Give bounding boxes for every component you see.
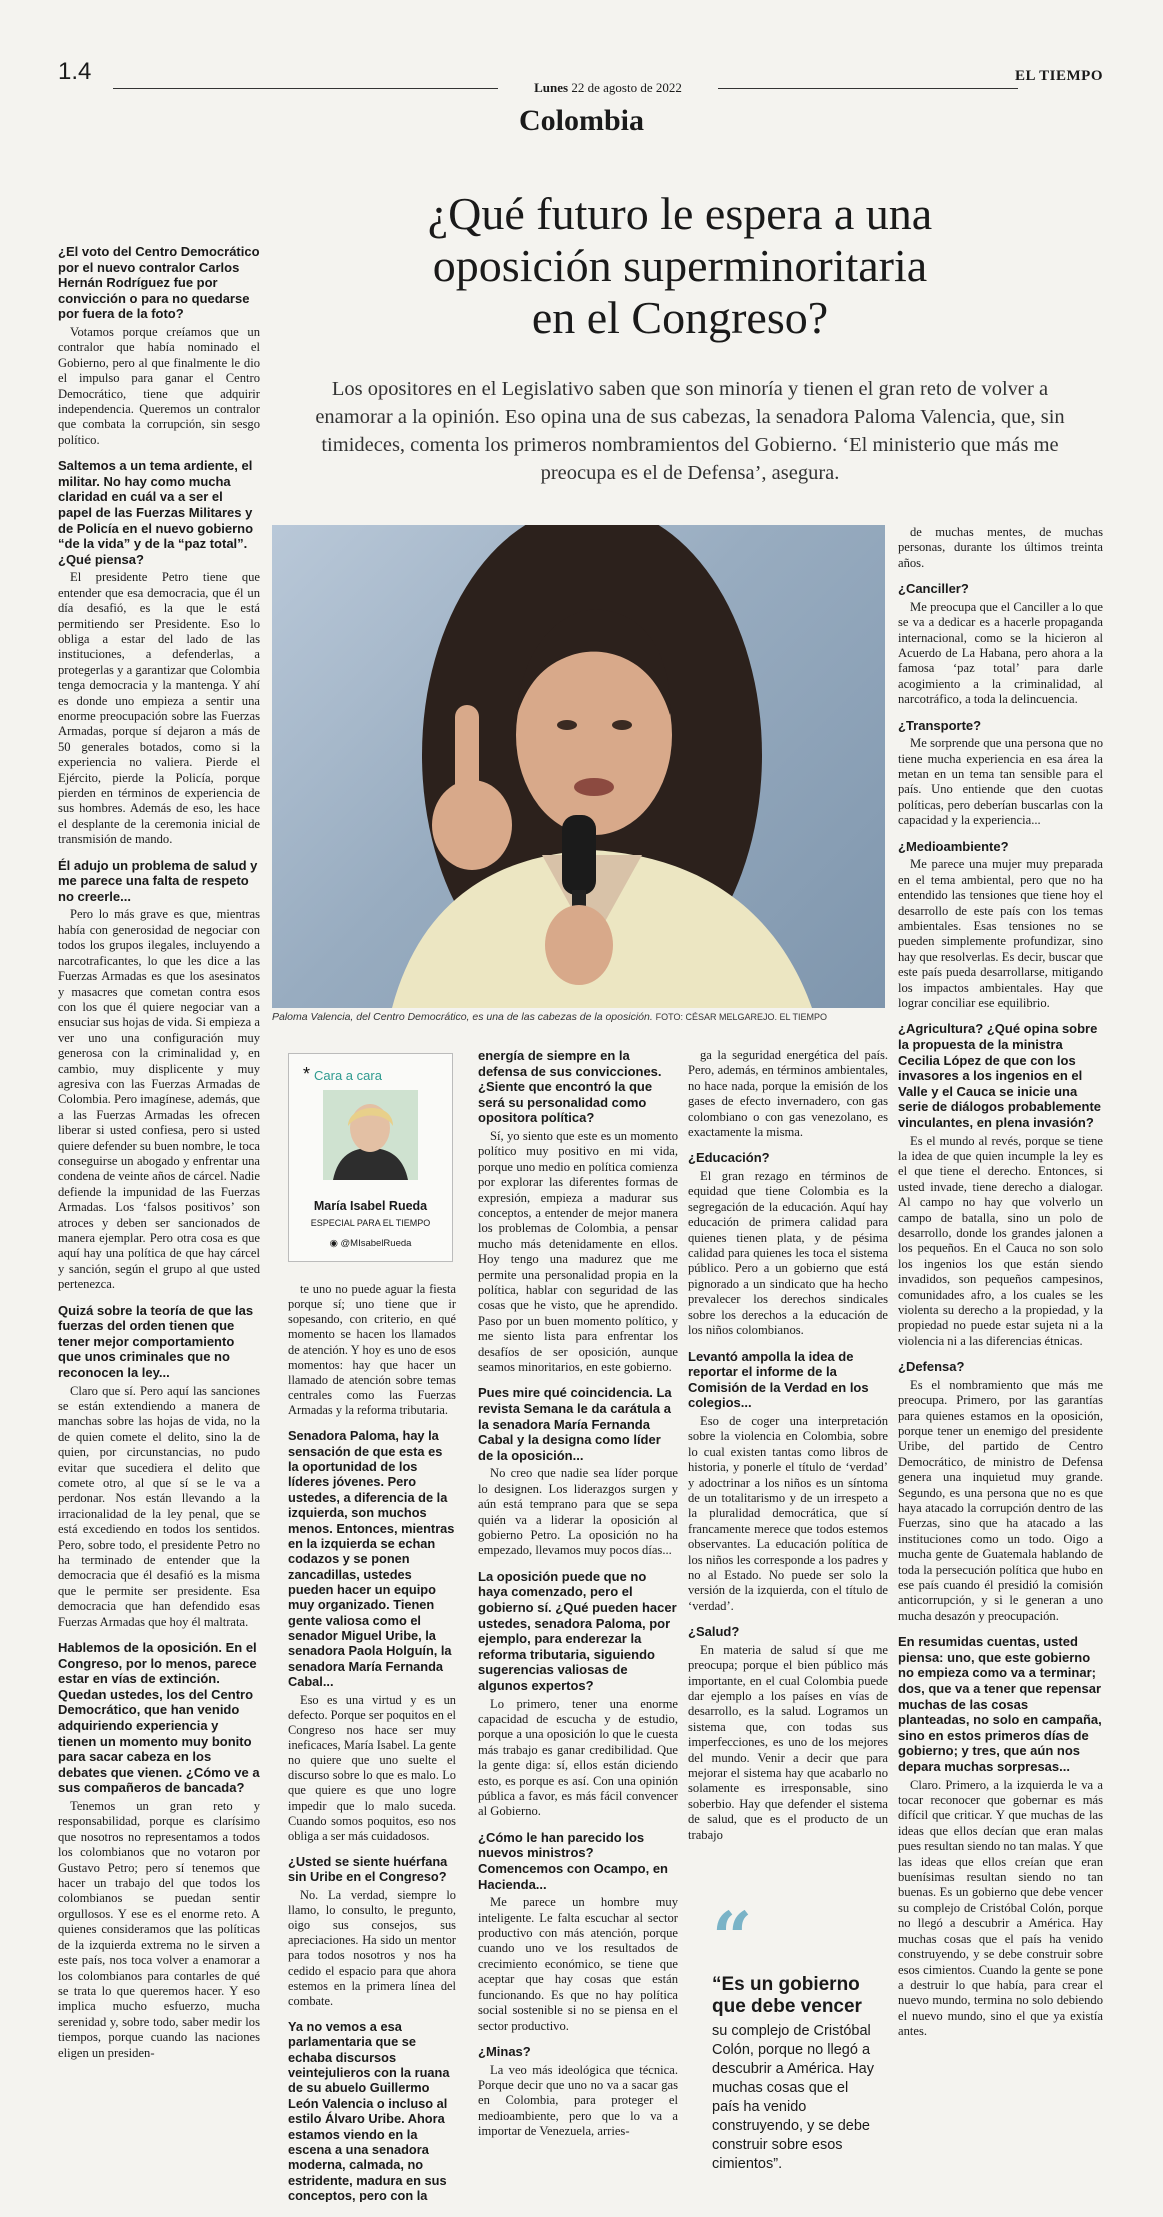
quote-mark-icon: “: [712, 1896, 753, 1979]
author-card: [288, 1053, 453, 1262]
article-column-5: [898, 525, 1103, 2205]
article-column-2: [288, 1282, 456, 2202]
interview-answer: Me preocupa que el Canciller a lo que se va a dedicar es a hacerle propaganda internacional, como se la hicieron al Acuerdo de La Habana, pero ahora a la famosa ‘paz total’ para darle acogimiento a la criminalidad, al narcotráfico, a toda la delincuencia.: [898, 599, 1103, 707]
interview-answer: Eso de coger una interpretación sobre la violencia en Colombia, sobre lo cual existen tantas como libros de historia, y ponerle el título de ‘verdad’ y adoctrinar a los niños es un síntoma de un totalitarismo y de un irrespeto a la pluralidad democrática, que sí francamente merece que todos estemos observantes. La educación política de los niños les corresponde a los padres y no al Estado. No puede ser solo la versión de la izquierda, con el título de ‘verdad’.: [688, 1413, 888, 1613]
pull-quote-highlight: “Es un gobierno que debe vencer: [712, 1974, 862, 2017]
interview-answer: El presidente Petro tiene que entender que esa democracia, que él un día desafió, es la que le está permitiendo ser Presidente. Eso lo obliga a estar del lado de las instituciones, a defenderlas, a protegerlas y a garantizar que Colombia tenga democracia y la mantenga. Y ahí es donde uno empieza a sentir una enorme preocupación sobre las Fuerzas Armadas, porque sí dejaron a más de 50 generales botados, como si la experiencia no valiera. Pierde el Ejército, pierde la Policía, porque pierden en términos de experiencia de sus hombres. Además de eso, les hace el desplante de la ceremonia inicial de transmisión de mando.: [58, 570, 260, 847]
interview-question: ¿Medioambiente?: [898, 838, 1009, 854]
headline-line: oposición superminoritaria: [432, 240, 928, 291]
interview-answer: Sí, yo siento que este es un momento político muy positivo en mi vida, porque uno medio en política comienza por explorar las diferentes formas de expresión, empieza a madurar sus conceptos, a entender de mejor manera los problemas de Colombia, a pensar mucho más detenidamente en ellos. Hoy tengo una madurez que me permite una personalidad propia en la política, hablar con seguridad de las cosas que he visto, que he aprendido. Paso por un buen momento político, y me siento lista para enfrentar los desafíos de ser oposición, aunque seamos minoritarios, en este gobierno.: [478, 1128, 678, 1375]
author-role: ESPECIAL PARA EL TIEMPO: [310, 1218, 431, 1228]
interview-question: ¿Transporte?: [898, 717, 982, 733]
publication-date: [508, 80, 708, 96]
interview-answer: Eso es una virtud y es un defecto. Porque ser poquitos en el Congreso nos hace ser muy ineficaces, María Isabel. La gente no quiere que uno suelte el discurso sobre lo que es malo. Lo que quiere es que uno logre impedir que lo malo suceda. Cuando somos poquitos, eso nos obliga a ser más cuidadosos.: [288, 1692, 456, 1843]
date-rest: 22 de agosto de 2022: [571, 80, 682, 95]
interview-question: Pues mire qué coincidencia. La revista Semana le da carátula a la senadora María Fernanda Cabal y la designa como líder de la oposición...: [478, 1385, 672, 1463]
interview-question: Hablemos de la oposición. En el Congreso, por lo menos, parece estar en vías de extinción. Quedan ustedes, los del Centro Democrático, que han venido adquiriendo experiencia y tienen un momento muy bonito para sacar cabeza en los debates que vienen. ¿Cómo ve a sus compañeros de bancada?: [58, 1640, 260, 1796]
page-number: 1.4: [58, 58, 92, 85]
pull-quote: [712, 1896, 877, 2174]
interview-question: ¿Educación?: [688, 1150, 770, 1166]
headline-line: en el Congreso?: [531, 292, 829, 343]
interview-question: ¿Canciller?: [898, 581, 969, 597]
photo-credit: FOTO: CÉSAR MELGAREJO. EL TIEMPO: [655, 1012, 828, 1022]
portrait-illustration: [272, 525, 885, 1008]
headline: [300, 188, 1060, 344]
newspaper-brand: EL TIEMPO: [1015, 68, 1103, 84]
article-column-4: [688, 1048, 888, 1898]
section-title: Colombia: [518, 104, 644, 137]
interview-question: Él adujo un problema de salud y me parece una falta de respeto no creerle...: [58, 857, 258, 904]
interview-question: ¿Salud?: [688, 1624, 740, 1640]
headline-line: ¿Qué futuro le espera a una: [427, 188, 933, 239]
author-handle-text: @MIsabelRueda: [340, 1238, 412, 1249]
article-column-3: [478, 1048, 678, 2203]
interview-answer: Tenemos un gran reto y responsabilidad, porque es clarísimo que nosotros no representamos a todos los colombianos que no votaron por Gustavo Petro; pero sí tenemos que hacer un trabajo del que todos los colombianos se puedan sentir orgullosos. Y ese es el enorme reto. A quienes consideramos que las políticas de la izquierda extrema no le sirven a este país, nos toca volver a enamorar a los colombianos para contarles de qué se trata lo que queremos hacer. Y eso implica mucho esfuerzo, mucha serenidad y, sobre todo, saber medir los tiempos, porque cuando las naciones eligen un presiden-: [58, 1799, 260, 2060]
lead-paragraph: Los opositores en el Legislativo saben que son minoría y tienen el gran reto de volver a enamorar a la opinión. Eso opina una de sus cabezas, la senadora Paloma Valencia, que, sin timideces, comenta los primeros nombramientos del Gobierno. ‘El ministerio que más me preocupa es el de Defensa’, asegura.: [315, 378, 1065, 484]
card-tag-label: Cara a cara: [314, 1068, 382, 1083]
date-day: Lunes: [534, 80, 569, 95]
interview-answer: Me parece un hombre muy inteligente. Le falta escuchar al sector productivo con más atención, porque cuando uno ve los resultados de crecimiento económico, se tiene que aceptar que hay cosas que están funcionando. Es que no hay política social sostenible si no se piensa en el sector productivo.: [478, 1895, 678, 2033]
interview-answer: Es el nombramiento que más me preocupa. Primero, por las garantías para quienes estamos en la oposición, porque tener un enemigo del presidente Uribe, del partido de Centro Democrático, de ministro de Defensa genera una inquietud muy grande. Segundo, es una persona que no es que haya atacado la corrupción dentro de las Fuerzas, sino que ha atacado a las instituciones como un todo. Oigo a mucha gente de Guatemala hablando de toda la persecución política que hubo en ese país cuando él presidió la comisión anticorrupción, y si le generan a uno mucha desazón y preocupación.: [898, 1377, 1103, 1623]
interview-question: ¿Agricultura? ¿Qué opina sobre la propuesta de la ministra Cecilia López de que con los invasores a los ingenios en el Valle y el Cauca se inicie una serie de diálogos probablemente vinculantes, en plena invasión?: [898, 1021, 1101, 1130]
interview-answer: Me parece una mujer muy preparada en el tema ambiental, pero que no ha entendido las tensiones que tiene hoy el desarrollo de este país con los temas ambientales. Esas tensiones no se pueden simplemente profundizar, sino hay que resolverlas. Es decir, buscar que este país pueda desarrollarse, mitigando los impactos ambientales. Hay que lograr conciliar ese equilibrio.: [898, 857, 1103, 1010]
photo-caption: [272, 1011, 885, 1023]
article-column-1: [58, 244, 260, 2204]
interview-answer: Lo primero, tener una enorme capacidad de escucha y de estudio, porque a una oposición lo que le cuesta más trabajo es ganar credibilidad. Que la gente diga: sí, ellos están diciendo esto, es porque es así. Con una opinión pública a favor, es más fácil convencer al Gobierno.: [478, 1696, 678, 1819]
interview-question: Senadora Paloma, hay la sensación de que esta es la oportunidad de los líderes jóvenes. Pero ustedes, a diferencia de la izquierda, son muchos menos. Entonces, mientras en la izquierda se echan codazos y se ponen zancadillas, ustedes pueden hacer un equipo muy organizado. Tienen gente valiosa como el senador Miguel Uribe, la senadora Paola Holguín, la senadora María Fernanda Cabal...: [288, 1428, 455, 1690]
interview-question: Levantó ampolla la idea de reportar el informe de la Comisión de la Verdad en los colegios...: [688, 1348, 869, 1411]
interview-answer: Claro que sí. Pero aquí las sanciones se están extendiendo a manera de manchas sobre las hojas de vida, no la de quien comete el delito, sino la de quien, por circunstancias, no pudo evitar que sucediera el delito que comete otro, al que sí se le va a perdonar. Nos están llevando a la irracionalidad de la ley penal, que se está excediendo en todos los sentidos. Pero, sobre todo, el presidente Petro no ha terminado de entender que la democracia que él desafió es la misma que le permite ser presidente. Esa democracia que han defendido esas Fuerzas Armadas que hoy él maltrata.: [58, 1383, 260, 1629]
interview-answer: Claro. Primero, a la izquierda le va a tocar reconocer que gobernar es más difícil que criticar. Y que muchas de las ideas que ellos decían que eran malas pues resultan siendo no tan malas. Y que las ideas que ellos creían que eran buenísimas resultan siendo no tan buenas. Es un gobierno que debe vencer su complejo de Cristóbal Colón, porque no llegó a descubrir a América. Hay muchas cosas que el país ha venido construyendo, y se debe construir sobre esos cimientos. Cuando la gente se pone a destruir lo que había, para crear el nuevo mundo, termina no solo debiendo el nuevo mundo, sino el que ya existía antes.: [898, 1777, 1103, 2039]
interview-question: La oposición puede que no haya comenzado, pero el gobierno sí. ¿Qué pueden hacer ustedes, senadora Paloma, por ejemplo, para enderezar la reforma tributaria, siguiendo sugerencias valiosas de algunos expertos?: [478, 1568, 677, 1694]
asterisk-icon: *: [303, 1064, 311, 1084]
interview-question: Saltemos a un tema ardiente, el militar. No hay como mucha claridad en cuál va a ser el papel de las Fuerzas Militares y de Policía en el nuevo gobierno “de la vida” y de la “paz total”. ¿Qué piensa?: [58, 458, 254, 567]
author-name: María Isabel Rueda: [313, 1199, 428, 1213]
interview-answer: Me sorprende que una persona que no tiene mucha experiencia en esa área la metan en un tema tan sensible para el país. Uno entiende que den cuotas políticas, pero deberían buscarlas con la capacidad y la experiencia...: [898, 736, 1103, 828]
interview-question: ¿El voto del Centro Democrático por el nuevo contralor Carlos Hernán Rodríguez fue por convicción o para no quedarse por fuera de la foto?: [58, 244, 260, 322]
interview-answer: En materia de salud sí que me preocupa; porque el bien público más importante, en el cual Colombia puede dar ejemplo a los países en vías de desarrollo, es la salud. Logramos un sistema que, con todas sus imperfecciones, es uno de los mejores del mundo. Venir a decir que para mejorar el sistema hay que acabarlo no solamente es irresponsable, sino soberbio. Hay que defender el sistema de salud, que es el producto de un trabajo: [688, 1642, 888, 1842]
interview-answer: Es el mundo al revés, porque se tiene la idea de que quien incumple la ley es el que tiene el derecho. Entonces, si usted invade, tiene derecho a dialogar. Al campo no hay que volverlo un campo de batalla, sino un polo de desarrollo, donde los grandes jalonen a los pequeños. En el Cauca no son solo los ingenios los que están siendo invadidos, son pequeños campesinos, comunidades afro, a los cuales se les violenta su derecho a la propiedad, y la propiedad no puede estar sujeta ni a la violencia ni a las diferencias étnicas.: [898, 1133, 1103, 1348]
interview-answer: ga la seguridad energética del país. Pero, además, en términos ambientales, no hace nada, porque la emisión de los gases de efecto invernadero, con gas colombiano o con gas venezolano, es exactamente la misma.: [688, 1048, 888, 1140]
page-header: [58, 58, 1103, 94]
interview-question: En resumidas cuentas, usted piensa: uno, que este gobierno no empieza como va a terminar; dos, que va a tener que repensar muchas de las cosas planteadas, no solo en campaña, sino en estos primeros días de gobierno; y tres, que aún nos depara muchas sorpresas...: [898, 1634, 1102, 1775]
interview-answer: El gran rezago en términos de equidad que tiene Colombia es la segregación de la educación. Aquí hay educación de primera calidad para quienes tienen plata, y de pésima calidad para quienes les toca el sistema público. Pero a un gobierno que está pignorado a un sindicato que ha hecho prevalecer los derechos sindicales sobre los derechos a la educación de los niños colombianos.: [688, 1169, 888, 1338]
main-photo: [272, 525, 885, 1008]
interview-question: ¿Minas?: [478, 2043, 531, 2059]
interview-question: ¿Cómo le han parecido los nuevos ministros? Comencemos con Ocampo, en Hacienda...: [478, 1829, 668, 1892]
interview-answer: de muchas mentes, de muchas personas, durante los últimos treinta años.: [898, 525, 1103, 570]
twitter-icon: ◉: [329, 1238, 338, 1249]
interview-answer: No creo que nadie sea líder porque lo designen. Los liderazgos surgen y aún está temprano para que se sepa quién va a liderar la oposición al gobierno Petro. La oposición no ha empezado, llevamos muy pocos días...: [478, 1466, 678, 1558]
interview-question: energía de siempre en la defensa de sus convicciones. ¿Siente que encontró la que será su personalidad como opositora política?: [478, 1048, 662, 1126]
card-tag: [303, 1064, 382, 1085]
interview-answer: No. La verdad, siempre lo llamo, lo consulto, le pregunto, oigo sus consejos, sus apreciaciones. Ha sido un mentor para todos nosotros y nos ha cedido el espacio para que ahora estemos en la primera línea del combate.: [288, 1887, 456, 2008]
interview-answer: Votamos porque creíamos que un contralor que había nominado el Gobierno, pero al que finalmente le dio el impulso para ganar el Centro Democrático, tiene que adquirir independencia. Queremos un contralor que combata la corrupción, sin sesgo político.: [58, 324, 260, 447]
interview-question: ¿Usted se siente huérfana sin Uribe en el Congreso?: [288, 1854, 448, 1885]
interview-answer: La veo más ideológica que técnica. Porque decir que uno no va a sacar gas en Colombia, para proteger el medioambiente, pero que lo va a importar de Venezuela, arries-: [478, 2062, 678, 2139]
caption-text: Paloma Valencia, del Centro Democrático, es una de las cabezas de la oposición.: [272, 1011, 653, 1023]
interview-answer: Pero lo más grave es que, mientras había con generosidad de negociar con todos los grupos ilegales, incluyendo a narcotraficantes, lo que les dice a las Fuerzas Armadas es que los asesinatos y masacres que cometan contra esos con los que él quiere negociar van a ensuciar sus hojas de vida. Si empieza a ver uno una configuración muy generosa con la criminalidad y, en cambio, muy displicente y muy agresiva con las Fuerzas Armadas de Colombia. Pero imagínese, además, que a las Fuerzas Armadas les ofrecen liberar si usted confiesa, pero si usted quiere defender su buen nombre, le toca conseguirse un abogado y enfrentar una condena de veinte años de cárcel. Nadie defiende la impunidad de las Fuerzas Armadas. Los ‘falsos positivos’ son atroces y deben ser sancionados de manera ejemplar. Pero otra cosa es que aquí hay una política de que hay cárcel y sanción, según el grupo al que usted pertenezca.: [58, 907, 260, 1292]
interview-question: Ya no vemos a esa parlamentaria que se echaba discursos veintejulieros con la ruana de su abuelo Guillermo León Valencia o incluso al estilo Álvaro Uribe. Ahora estamos viendo en la escena a una senadora moderna, calmada, no estridente, madura en sus conceptos, pero con la: [288, 2019, 450, 2202]
header-rule-left: [113, 88, 498, 89]
interview-question: ¿Defensa?: [898, 1359, 965, 1375]
interview-answer: te uno no puede aguar la fiesta porque sí; uno tiene que ir sopesando, con criterio, en qué momento se hacen los llamados de atención. Y hoy es uno de esos momentos: hay que hacer un llamado de atención sobre temas centrales como las Fuerzas Armadas y la reforma tributaria.: [288, 1282, 456, 1418]
interview-question: Quizá sobre la teoría de que las fuerzas del orden tienen que tener mejor comportamiento que unos criminales que no reconocen la ley...: [58, 1302, 254, 1380]
header-rule-right: [718, 88, 1018, 89]
author-handle: [289, 1238, 452, 1249]
author-avatar: [323, 1090, 418, 1180]
pull-quote-body: su complejo de Cristóbal Colón, porque no llegó a descubrir a América. Hay muchas cosas que el país ha venido construyendo, y se debe construir sobre esos cimientos”.: [712, 2023, 874, 2172]
